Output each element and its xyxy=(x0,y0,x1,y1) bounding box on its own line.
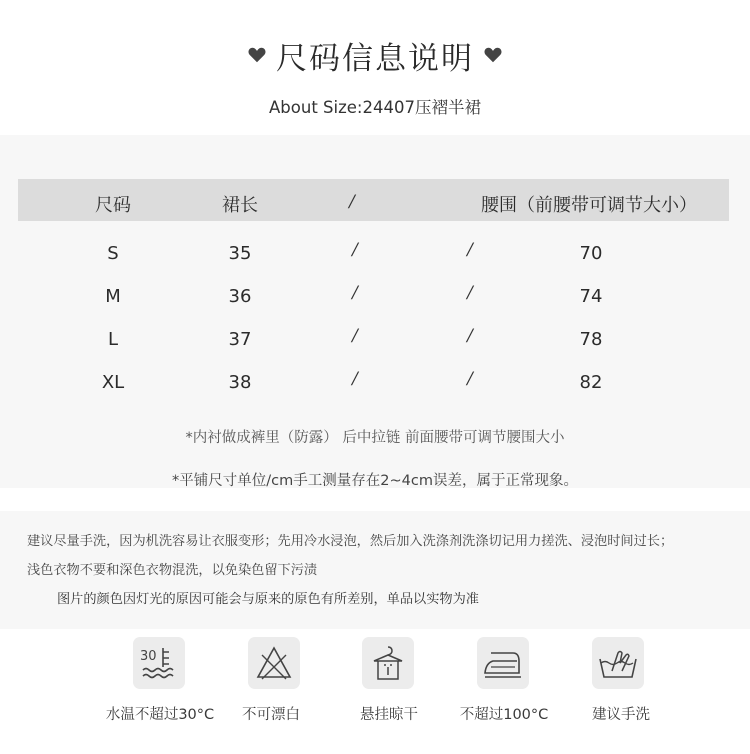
hang-dry-icon xyxy=(362,637,414,689)
table-cell-waist: 70 xyxy=(579,243,603,264)
table-cell-slash: / xyxy=(352,240,358,260)
lining-note: *内衬做成裤里（防露） 后中拉链 前面腰带可调节腰围大小 xyxy=(185,430,565,446)
color-disclaimer: 图片的颜色因灯光的原因可能会与原来的原色有所差别，单品以实物为准 xyxy=(57,592,479,607)
care-text-line: 建议尽量手洗，因为机洗容易让衣服变形；先用冷水浸泡，然后加入洗涤剂洗涤切记用力搓洗、浸泡时间过长； xyxy=(27,534,674,549)
table-cell-slash: / xyxy=(467,326,473,346)
table-cell-length: 36 xyxy=(228,286,252,307)
wash-temp-badge: 30 xyxy=(140,649,157,664)
table-cell-size: M xyxy=(105,286,121,307)
hand-wash-label: 建议手洗 xyxy=(592,707,650,723)
no-bleach-label: 不可漂白 xyxy=(242,707,300,723)
column-header-length: 裙长 xyxy=(222,195,258,216)
table-cell-slash: / xyxy=(467,283,473,303)
page-title: 尺码信息说明 xyxy=(276,40,474,77)
measure-note: *平铺尺寸单位/cm手工测量存在2~4cm误差，属于正常现象。 xyxy=(172,473,578,489)
table-cell-slash: / xyxy=(352,326,358,346)
table-cell-slash: / xyxy=(352,369,358,389)
column-header-slash: / xyxy=(349,192,355,212)
table-cell-size: S xyxy=(107,243,119,264)
heart-icon xyxy=(484,46,502,64)
hand-wash-icon xyxy=(592,637,644,689)
wash-temp-label: 水温不超过30°C xyxy=(105,707,215,723)
table-cell-waist: 78 xyxy=(579,329,603,350)
hang-dry-label: 悬挂晾干 xyxy=(360,707,418,723)
column-header-waist: 腰围（前腰带可调节大小） xyxy=(481,195,697,216)
table-cell-slash: / xyxy=(467,369,473,389)
no-bleach-icon xyxy=(248,637,300,689)
title-row xyxy=(0,30,750,80)
table-cell-slash: / xyxy=(352,283,358,303)
table-cell-length: 38 xyxy=(228,372,252,393)
table-cell-length: 35 xyxy=(228,243,252,264)
page-subtitle: About Size:24407压褶半裙 xyxy=(269,98,481,117)
iron-icon xyxy=(477,637,529,689)
table-cell-slash: / xyxy=(467,240,473,260)
table-cell-waist: 74 xyxy=(579,286,603,307)
wash-30-icon xyxy=(133,637,185,689)
heart-icon xyxy=(248,46,266,64)
table-cell-size: L xyxy=(107,329,119,350)
iron-temp-label: 不超过100°C xyxy=(459,707,549,723)
table-cell-length: 37 xyxy=(228,329,252,350)
care-text-line: 浅色衣物不要和深色衣物混洗，以免染色留下污渍 xyxy=(27,563,318,578)
column-header-size: 尺码 xyxy=(95,195,131,216)
table-cell-waist: 82 xyxy=(579,372,603,393)
table-cell-size: XL xyxy=(101,372,125,393)
